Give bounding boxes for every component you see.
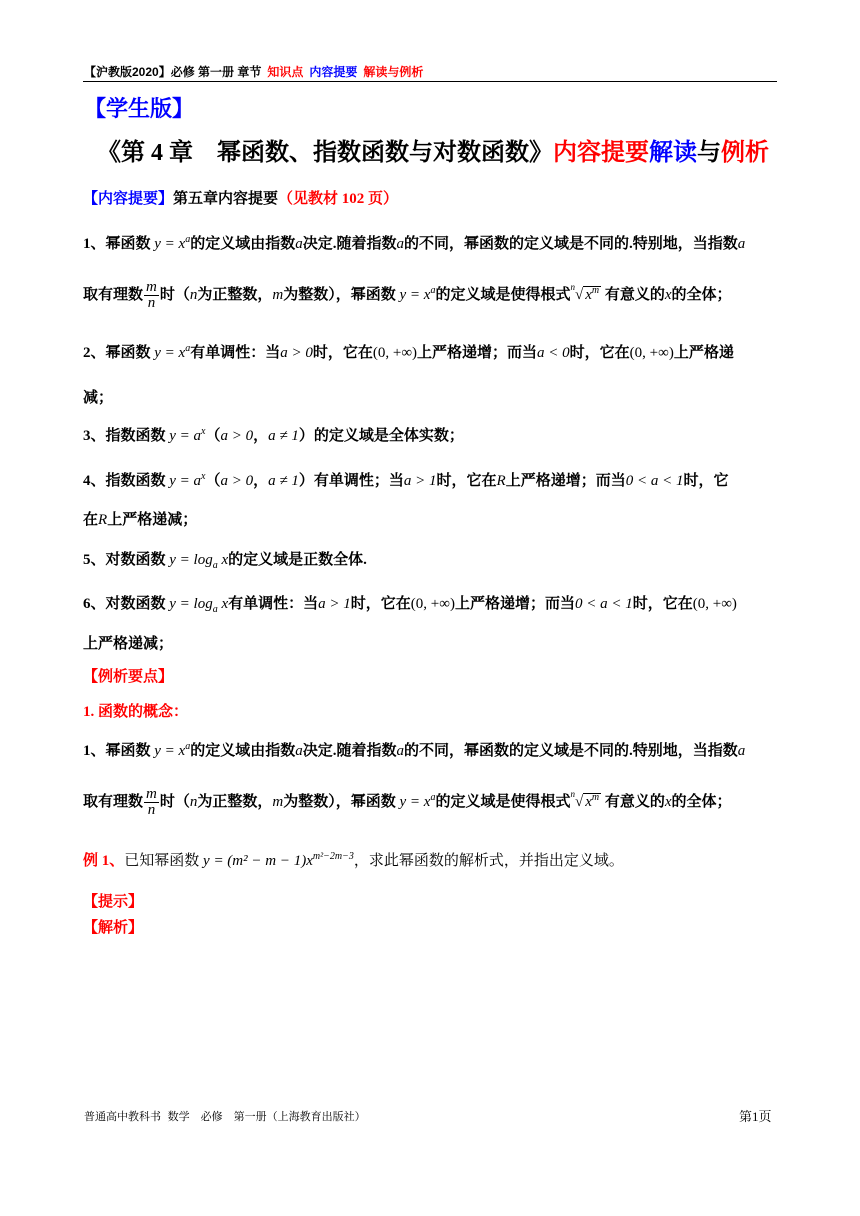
var-a: a <box>737 743 746 759</box>
text: 时，它在 <box>312 345 373 361</box>
header-edition: 【沪教版2020】 <box>84 65 171 79</box>
running-header <box>84 63 423 80</box>
text: 6、对数函数 <box>83 596 166 612</box>
text: 时（ <box>159 793 190 810</box>
formula-exp: x <box>201 471 206 482</box>
summary-bracket: 【内容提要】 <box>83 191 174 207</box>
summary-text: 第五章内容提要 <box>173 191 279 207</box>
text: 时，它在 <box>632 596 693 612</box>
text: 为正整数， <box>197 286 273 303</box>
item-4-line-2 <box>83 508 197 529</box>
example-text-a: 已知幂函数 <box>124 853 200 869</box>
formula-base: y = a <box>169 473 202 489</box>
radical-nth-root: $^n$√ $x^m$ <box>570 788 600 810</box>
numerator: m <box>146 786 157 802</box>
var-R: R <box>98 512 108 528</box>
formula-base: y = (m² − m − 1)x <box>203 853 313 869</box>
var-a: a <box>396 743 404 759</box>
item-4-line-1 <box>83 469 729 490</box>
formula-y-xa <box>399 791 436 810</box>
text: 时，它在 <box>569 345 630 361</box>
analysis-label: 【解析】 <box>83 920 144 936</box>
formula-y-ax <box>169 473 205 489</box>
ineq: a < 0 <box>537 345 570 361</box>
root-base: x <box>585 793 592 810</box>
title-and: 与 <box>697 140 721 166</box>
ineq: a > 0 <box>220 428 254 444</box>
text: （ <box>205 473 221 489</box>
text: 1、幂函数 <box>83 743 151 759</box>
ineq: 0 < a < 1 <box>574 596 633 612</box>
ineq: a ≠ 1 <box>268 428 299 444</box>
header-tag-summary: 内容提要 <box>309 65 358 79</box>
radical-nth-root: $^n$√ $x^m$ <box>570 281 600 303</box>
var-a: a <box>295 236 303 252</box>
formula-base: y = x <box>399 286 431 303</box>
ineq: a > 0 <box>280 345 313 361</box>
text: 为整数），幂函数 <box>283 286 396 303</box>
formula-exp: a <box>185 343 191 354</box>
interval: (0, +∞) <box>692 596 737 612</box>
interval: (0, +∞) <box>410 596 455 612</box>
header-tag-analysis: 解读与例析 <box>363 65 424 79</box>
text: 有单调性：当 <box>190 345 281 361</box>
var-a: a <box>295 743 303 759</box>
formula-exp: a <box>430 284 436 296</box>
example-1 <box>83 849 624 870</box>
text: 的定义域是正数全体. <box>228 552 367 568</box>
concept-item-1-line-2 <box>83 787 732 818</box>
header-tag-knowledge: 知识点 <box>267 65 304 79</box>
concept-item-1-line-1 <box>83 739 745 760</box>
footer-book: 普通高中教科书 数学 必修 第一册（上海教育出版社） <box>84 1110 366 1123</box>
text: 的定义域由指数 <box>190 743 296 759</box>
var-x: x <box>664 286 672 303</box>
text: 取有理数 <box>83 286 144 303</box>
text: 1、幂函数 <box>83 236 151 252</box>
text: 的全体； <box>671 793 732 810</box>
text: 的定义域是使得根式 <box>435 286 571 303</box>
formula-base: y = x <box>154 236 186 252</box>
root-index: n <box>570 281 575 292</box>
page-title <box>97 132 769 167</box>
formula-base: y = log <box>169 596 213 612</box>
summary-heading <box>83 187 398 208</box>
log-arg: x <box>217 596 229 612</box>
ineq: a > 1 <box>318 596 351 612</box>
fraction-m-over-n <box>144 787 159 818</box>
fraction-m-over-n <box>144 280 159 311</box>
item-2-line-1 <box>83 341 734 362</box>
item-5 <box>83 548 367 571</box>
text: 3、指数函数 <box>83 428 166 444</box>
text: 上严格递增；而当 <box>454 596 575 612</box>
item-3 <box>83 424 464 445</box>
concept-heading: 1. 函数的概念： <box>83 704 189 720</box>
formula-base: y = x <box>399 793 431 810</box>
title-summary: 内容提要 <box>553 140 649 166</box>
log-base: a <box>212 560 218 571</box>
formula-y-ax <box>169 428 205 444</box>
header-book: 必修 第一册 章节 <box>170 65 262 79</box>
log-arg: x <box>217 552 229 568</box>
text: 上严格递减； <box>107 512 198 528</box>
var-a: a <box>396 236 404 252</box>
text: 有意义的 <box>604 286 665 303</box>
text: 上严格递增；而当 <box>505 473 626 489</box>
example-points-heading: 【例析要点】 <box>83 669 174 685</box>
formula-y-xa <box>399 284 436 303</box>
formula-base: y = a <box>169 428 202 444</box>
formula-y-xa <box>154 743 190 759</box>
text: 2、幂函数 <box>83 345 151 361</box>
var-n: n <box>189 793 198 810</box>
denominator: n <box>147 802 156 818</box>
text: ， <box>253 473 269 489</box>
root-body <box>583 286 601 303</box>
title-main: 《第 4 章 幂函数、指数函数与对数函数》 <box>97 140 553 166</box>
item-6-line-2 <box>83 632 173 653</box>
formula-exp: x <box>201 426 206 437</box>
header-rule <box>83 81 777 82</box>
root-exp: m <box>591 284 600 296</box>
formula-exp: a <box>430 791 436 803</box>
item-1-line-2 <box>83 280 732 311</box>
item-2-line-2 <box>83 386 113 407</box>
interval: (0, +∞) <box>372 345 418 361</box>
text: 时，它在 <box>350 596 411 612</box>
var-n: n <box>189 286 198 303</box>
text: 上严格递 <box>673 345 734 361</box>
text: 的全体； <box>671 286 732 303</box>
text: 5、对数函数 <box>83 552 166 568</box>
text: ， <box>253 428 269 444</box>
text: 时，它 <box>683 473 729 489</box>
var-R: R <box>496 473 506 489</box>
item-6-line-1 <box>83 592 737 615</box>
interval: (0, +∞) <box>629 345 674 361</box>
text: 决定.随着指数 <box>302 743 397 759</box>
example-text-b: ，求此幂函数的解析式，并指出定义域。 <box>353 853 624 869</box>
text: 上严格递增；而当 <box>417 345 538 361</box>
text: 时，它在 <box>436 473 497 489</box>
text: 的不同，幂函数的定义域是不同的.特别地，当指数 <box>403 743 738 759</box>
formula-y-xa <box>154 236 190 252</box>
formula-log <box>169 596 229 615</box>
text: 4、指数函数 <box>83 473 166 489</box>
ineq: a > 0 <box>220 473 254 489</box>
ineq: a > 1 <box>403 473 437 489</box>
formula-base: y = log <box>169 552 213 568</box>
summary-ref: （见教材 102 页） <box>278 191 399 207</box>
text: ）的定义域是全体实数； <box>298 428 464 444</box>
formula-y-xa <box>154 345 190 361</box>
text: 的定义域是使得根式 <box>435 793 571 810</box>
formula-base: y = x <box>154 345 186 361</box>
text: 有单调性：当 <box>228 596 319 612</box>
numerator: m <box>146 279 157 295</box>
text: ）有单调性；当 <box>298 473 404 489</box>
text: 上严格递减； <box>83 636 174 652</box>
title-examples: 例析 <box>721 140 769 166</box>
text: 有意义的 <box>604 793 665 810</box>
ineq: a ≠ 1 <box>268 473 299 489</box>
root-exp: m <box>591 791 600 803</box>
text: 为整数），幂函数 <box>283 793 396 810</box>
formula-log <box>169 552 229 571</box>
text: 取有理数 <box>83 793 144 810</box>
formula-exp: a <box>185 234 191 245</box>
text: （ <box>205 428 221 444</box>
text: 的不同，幂函数的定义域是不同的.特别地，当指数 <box>403 236 738 252</box>
text: 为正整数， <box>197 793 273 810</box>
text: 在 <box>83 512 99 528</box>
ineq: 0 < a < 1 <box>625 473 684 489</box>
text: 决定.随着指数 <box>302 236 397 252</box>
title-reading: 解读 <box>649 140 697 166</box>
formula-exp: m²−2m−3 <box>312 851 354 862</box>
text: 的定义域由指数 <box>190 236 296 252</box>
var-m: m <box>272 286 284 303</box>
example-formula <box>203 853 354 869</box>
formula-base: y = x <box>154 743 186 759</box>
hint-label: 【提示】 <box>83 894 144 910</box>
root-index: n <box>570 788 575 799</box>
item-1-line-1 <box>83 232 745 253</box>
log-base: a <box>212 604 218 615</box>
root-body <box>583 793 601 810</box>
page-number: 第1页 <box>739 1109 772 1124</box>
text: 时（ <box>159 286 190 303</box>
example-lead: 例 1、 <box>83 853 125 869</box>
root-base: x <box>585 286 592 303</box>
text: 减； <box>83 390 114 406</box>
denominator: n <box>147 295 156 311</box>
var-x: x <box>664 793 672 810</box>
var-a: a <box>737 236 746 252</box>
formula-exp: a <box>185 741 191 752</box>
var-m: m <box>272 793 284 810</box>
student-version-label: 【学生版】 <box>84 96 195 121</box>
